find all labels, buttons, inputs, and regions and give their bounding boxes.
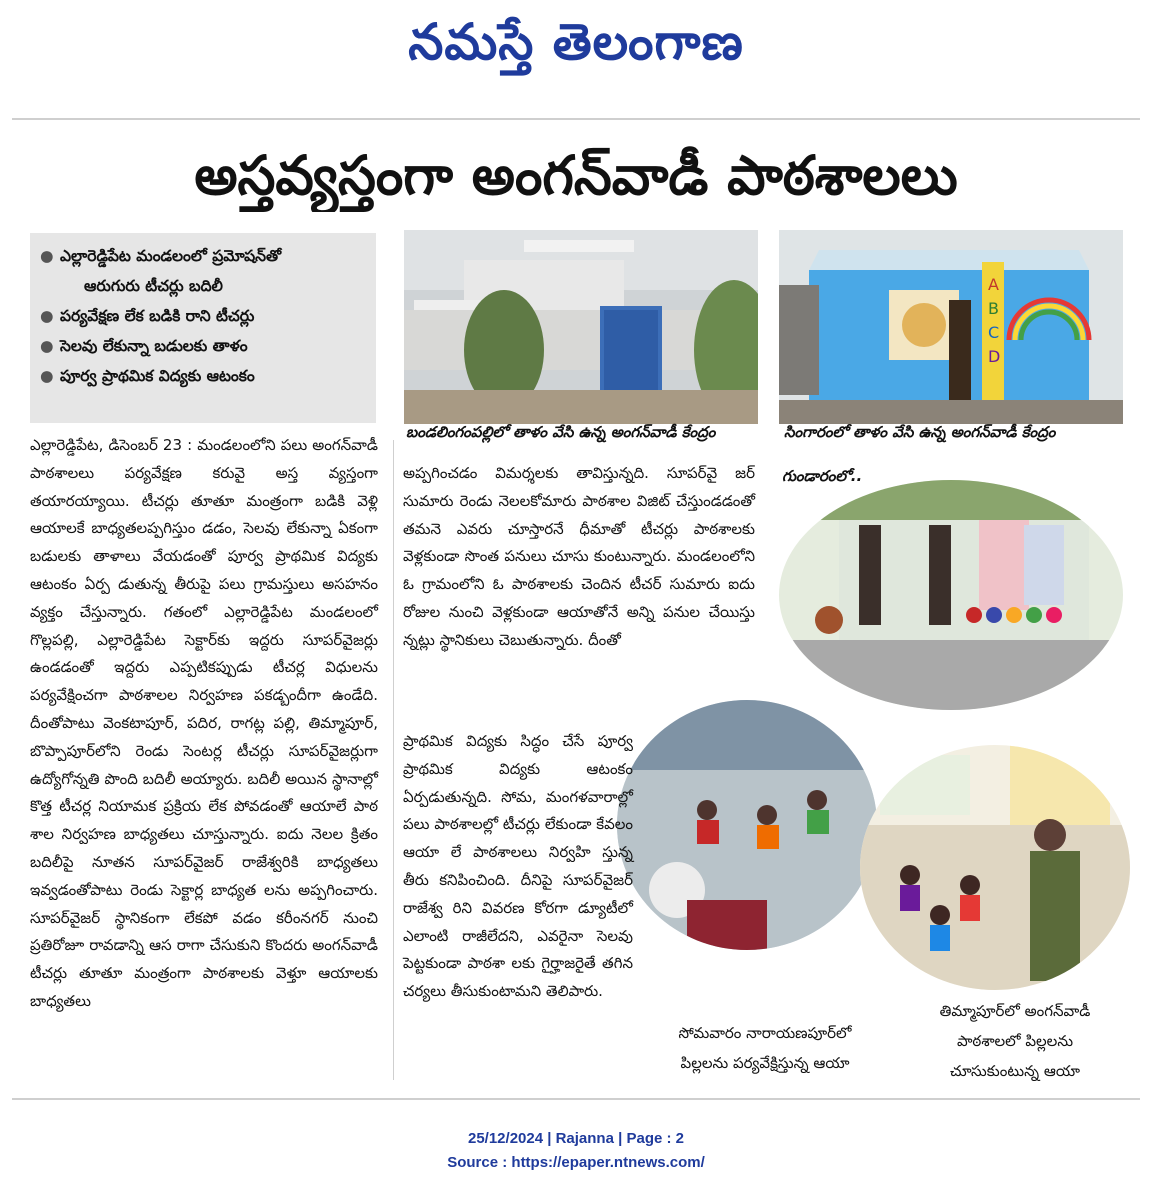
newspaper-masthead: నమస్తే తెలంగాణ (408, 12, 744, 71)
article-column-2: అప్పగించడం విమర్శలకు తావిస్తున్నది. సూపర్‌వై జర్ సుమారు రెండు నెలలకోమారు పాఠశాల విజిట్ చేస్తుండడంతో తమనె ఎవరు చూస్తారనే ధీమాతో టీచర్లు పాఠశాలకు వెళ్లకుండా సొంత పనులు చూసు కుంటున్నారు. మండలంలోని ఓ గ్రామంలోని ఓ పాఠశాలకు చెందిన టీచర్ సుమారు ఐదు రోజుల నుంచి వెళ్లకుండా ఆయాతోనే అన్ని పనుల చేయిస్తు న్నట్లు స్థానికులు చెబుతున్నారు. దీంతో (403, 464, 755, 649)
article-headline: అస్తవ్యస్తంగా అంగన్‌వాడీ పాఠశాలలు (194, 144, 958, 207)
highlight-item: ● పర్యవేక్షణ లేక బడికి రాని టీచర్లు (38, 301, 370, 331)
highlight-item-continued: ఆరుగురు టీచర్లు బదిలీ (84, 277, 223, 295)
photo-thimmapur-children (860, 745, 1130, 990)
highlight-item: ● ఎల్లారెడ్డిపేట మండలంలో ప్రమోషన్‌తో (38, 241, 370, 271)
photo-gundaram-children (779, 480, 1123, 710)
bullet-dot-icon: ● (40, 337, 54, 355)
photo-narayanapur-children (617, 700, 877, 950)
highlights-box (30, 233, 376, 423)
wall-letter: B (988, 299, 999, 318)
photo-locked-building-1 (404, 230, 758, 424)
bullet-dot-icon: ● (40, 247, 54, 265)
bullet-dot-icon: ● (40, 307, 54, 325)
bullet-dot-icon: ● (40, 367, 54, 385)
caption-photo-2: సింగారంలో తాళం వేసి ఉన్న అంగన్‌వాడీ కేంద్రం (784, 423, 1056, 441)
caption-photo-5: తిమ్మాపూర్‌లో అంగన్‌వాడీ పాఠశాలలో పిల్లలను చూసుకుంటున్న ఆయా (939, 1002, 1091, 1080)
article-column-3: ప్రాథమిక విద్యకు సిద్ధం చేసే పూర్వ ప్రాథమిక విద్యకు ఆటంకం ఏర్పడుతున్నది. సోమ, మంగళవారాల్లో పలు పాఠశాలల్లో టీచర్లు లేకుండా కేవలం ఆయా లే పాఠశాలలు నిర్వహి స్తున్న తీరు కనిపించింది. దీనిపై సూపర్‌వైజర్ రాజేశ్వ రిని వివరణ కోరగా డ్యూటీలో ఎలాంటి రాజీలేదని, ఎవరైనా సెలవు పెట్టకుండా పాఠశా లకు గైర్హాజరైతే తగిన చర్యలు తీసుకుంటామని తెలిపారు. (403, 732, 633, 1001)
highlight-item: ● సెలవు లేకున్నా బడులకు తాళం (38, 331, 370, 361)
wall-letter: D (988, 347, 1001, 366)
highlight-item: ● పూర్వ ప్రాథమిక విద్యకు ఆటంకం (38, 361, 370, 391)
footer-source-line: Source : https://epaper.ntnews.com/ (447, 1154, 705, 1171)
caption-photo-4: సోమవారం నారాయణపూర్‌లో పిల్లలను పర్యవేక్షిస్తున్న ఆయా (678, 1024, 852, 1072)
column-divider (393, 440, 394, 1080)
caption-photo-1: బండలింగంపల్లిలో తాళం వేసి ఉన్న అంగన్‌వాడీ కేంద్రం (406, 423, 716, 441)
caption-photo-3: గుండారంలో.. (782, 467, 863, 485)
article-column-1: ఎల్లారెడ్డిపేట, డిసెంబర్ 23 : మండలంలోని పలు అంగన్‌వాడీ పాఠశాలలు పర్యవేక్షణ కరువై అస్త వ్యస్తంగా తయారయ్యాయి. టీచర్లు తూతూ మంత్రంగా బడికి వెళ్లి ఆయాలకే బాధ్యతలప్పగిస్తుం డడం, సెలవు లేకున్నా ఏకంగా బడులకు తాళాలు వేయడంతో పూర్వ ప్రాథమిక విద్యకు ఆటంకం ఏర్ప డుతున్న తీరుపై పలు గ్రామస్తులు అసహనం వ్యక్తం చేస్తున్నారు. గతంలో ఎల్లారెడ్డిపేట మండలంలో గొల్లపల్లి, ఎల్లారెడ్డిపేట సెక్టార్‌కు ఇద్దరు సూపర్‌వైజర్లు ఉండడంతో ఇద్దరు ఎప్పటికప్పుడు టీచర్ల విధులను పర్యవేక్షించగా పాఠశాలల నిర్వహణ పకడ్బందీగా ఉండేది. దీంతోపాటు వెంకటాపూర్, పదిర, రాగట్ల పల్లి, తిమ్మాపూర్, బొప్పాపూర్‌లోని రెండు సెంటర్ల టీచర్లు సూపర్‌వైజర్లుగా ఉద్యోగోన్నతి పొంది బదిలీ అయ్యారు. బదిలీ అయిన స్థానాల్లో కొత్త టీచర్ల నియామక ప్రక్రియ లేక పోవడంతో ఆయాలే పాఠ శాల నిర్వహణ బాధ్యతలు చూస్తున్నారు. ఐదు నెలల క్రితం బదిలీపై నూతన సూపర్‌వైజర్ రాజేశ్వరికి బాధ్యతలు ఇవ్వడంతోపాటు రెండు సెక్టార్ల బాధ్యత లను అప్పగించారు. సూపర్‌వైజర్ స్థానికంగా లేకపో వడం కరీంనగర్ నుంచి ప్రతిరోజూ రావడాన్ని ఆస రాగా చేసుకుని కొందరు అంగన్‌వాడీ టీచర్లు తూతూ మంత్రంగా పాఠశాలకు వెళ్తూ ఆయాలకు బాధ్యతలు (30, 436, 378, 1010)
photo-locked-building-2 (779, 230, 1123, 424)
wall-letter: A (988, 275, 999, 294)
footer-date-line: 25/12/2024 | Rajanna | Page : 2 (467, 1130, 684, 1147)
wall-letter: C (988, 323, 1000, 342)
